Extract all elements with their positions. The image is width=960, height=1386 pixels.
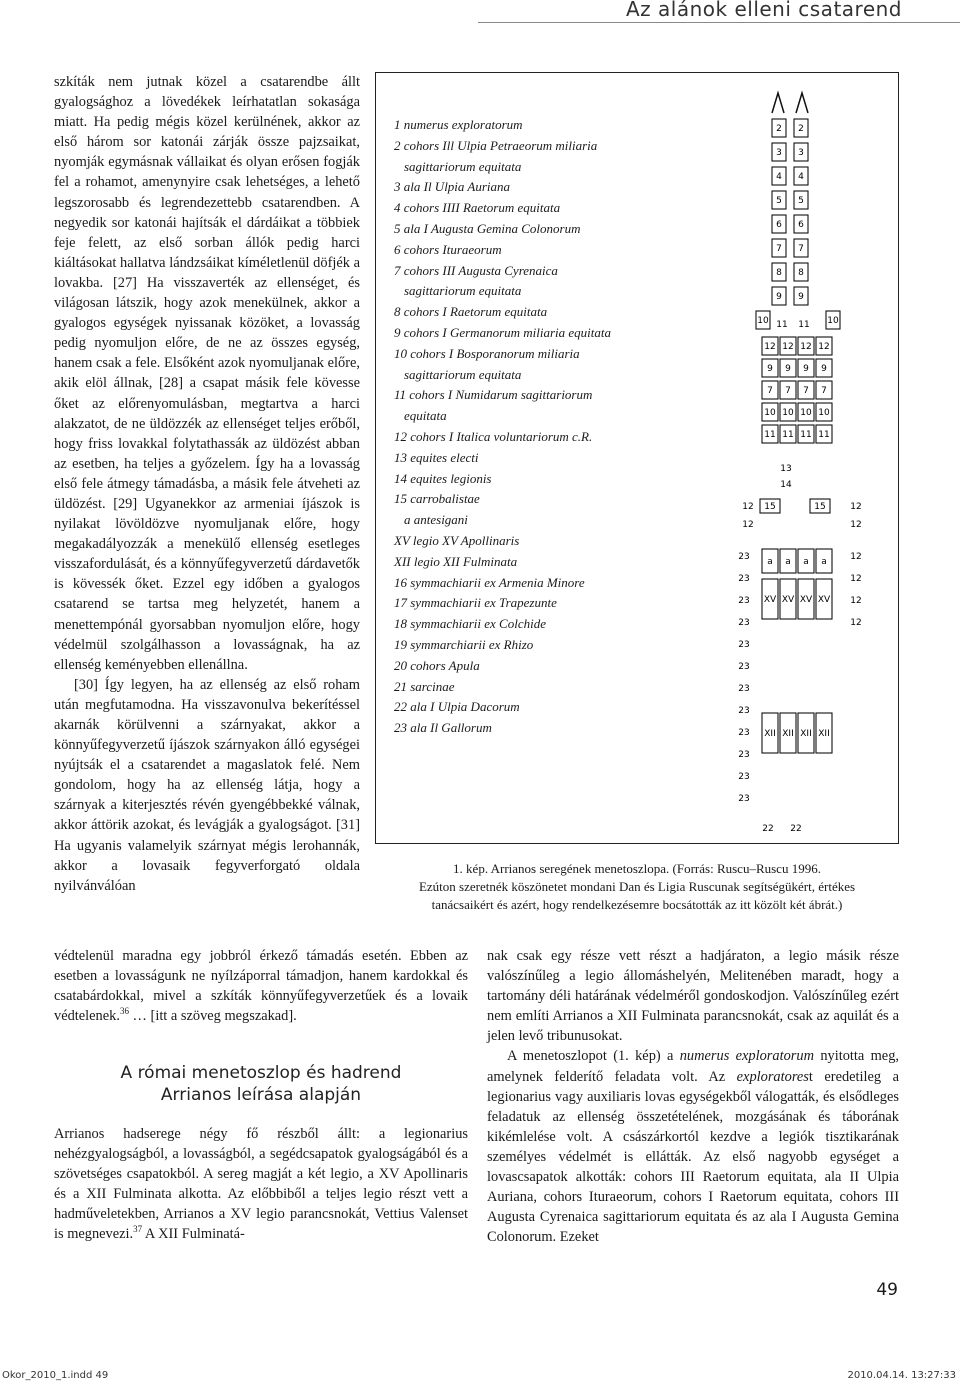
unit-10-left-label: 10: [757, 316, 769, 326]
grid-r0-c2-label: 12: [800, 342, 812, 352]
diagram-units: [738, 119, 861, 834]
unit-9-right-label: 9: [798, 292, 804, 302]
legend-item: 15 carrobalistae: [394, 491, 480, 507]
unit-3-right-label: 3: [798, 148, 804, 158]
flank-23-row-3: 23: [738, 618, 750, 628]
left-paragraph-1: szkíták nem jutnak közel a csatarendbe állt gyalogsághoz a lövedékek leírhatatlan sokasága miatt. Ha pedig mégis közel kerülnének, akkor az első három sor katonái zárják össze pajzsaikat, nyomják egymásnak vállaikat és olyan erősen fogják fel a rohamot, amenynyire csak lehetséges, a lehető legszorosabb és legrendezettebb csatarendben. A negyedik sor katonái hajítsák el dárdáikat a többiek feje felett, az első sorban állók pedig harci kiáltásokat hallatva lándzsáikat kíméletlenül döfjék a lovakba. [27] Ha visszaverték az ellenséget, és világosan látszik, hogy azok menekülnek, akkor a gyalogos egységek nyissanak közöket, a lovasság pedig nyomuljon előre, de ne az összes egység, hanem csak a fele. Elsőként azok nyomuljanak előre, akik elöl állnak, [28] a csapat másik fele kövesse őket az előrenyomulásban, megtartva a harci alakzatot, de ne üldözzék az ellenséget teljes erőből, hogy friss lovakkal folytathassák az üldözést abban az esetben, ha teljes a győzelem. Így ha a lovasság első fele átmegy támadásba, a másik fele átveheti az üldözést. [29] Ugyanekkor az armeniai íjászok is nyilakat lövöldözve nyomuljanak előre, hogy megakadályozzák a menekülő ellenség esetleges visszafordulását, és a könnyűfegyverzetű dárdavetők is kövessék őket. Ezzel egy időben a gyalogos csatarend se tartsa meg helyzetét, hanem a menettempónál gyorsabban nyomuljon előre, hogy védelmül szolgálhasson a lovasságnak, ha az ellenség keményebben ellenállna.: [54, 74, 360, 673]
legend-item: 7 cohors III Augusta Cyrenaica: [394, 262, 558, 278]
flank-12-left-1: 12: [742, 502, 754, 512]
left-paragraph-2-text: [30] Így legyen, ha az ellenség az első roham után megfutamodna. Ha visszavonulva bekerítéssel akarnák körülvenni a szárnyakat, akkor a könnyűfegyverzetű íjászok szárnyakon álló egységei nyújtsák el a csatarendet a magaslatok felé. Nem gondolom, hogy ha az ellenség látja, hogy a szárnyak a kiterjesztés révén gyengébbekké válnak, akkor áttörik azokat, és levágják a gyalogságot. [31] Ha ugyanis valamelyik szárnyat mégis lerohannák, akkor a lovasaik fegyverforgató oldala nyilvánválóan: [54, 676, 360, 894]
unit-10-right-label: 10: [827, 316, 839, 326]
grid-r0-c1-label: 12: [782, 342, 794, 352]
marching-column-diagram: [738, 79, 898, 839]
grid-r4-c1-label: 11: [782, 430, 794, 440]
flank-23-row-7: 23: [738, 706, 750, 716]
header-rule: [478, 22, 960, 23]
footer-timestamp: 2010.04.14. 13:27:33: [847, 1370, 956, 1381]
legend-item: 19 symmarchiarii ex Rhizo: [394, 636, 534, 652]
unit-3-left-label: 3: [776, 148, 782, 158]
legend-item: 12 cohors I Italica voluntariorum c.R.: [394, 428, 593, 444]
figure-box: [375, 72, 899, 844]
legio-xv-col-0-label: XV: [763, 595, 777, 605]
legio-xii-col-2-label: XII: [800, 729, 812, 739]
flank-12-right-row-3: 12: [850, 618, 862, 628]
caption-line-1: 1. kép. Arrianos seregének menetoszlopa. (Forrás: Ruscu–Ruscu 1996.: [453, 861, 821, 876]
right-p2-a: A menetoszlopot (1. kép) a: [507, 1048, 680, 1065]
unit-6-left-label: 6: [776, 220, 782, 230]
flank-23-row-1: 23: [738, 574, 750, 584]
flank-12-right-row-0: 12: [850, 552, 862, 562]
flank-23-row-2: 23: [738, 596, 750, 606]
flank-12-right-row-1: 12: [850, 574, 862, 584]
unit-5-right-label: 5: [798, 196, 804, 206]
footnote-ref-37: 37: [133, 1224, 143, 1235]
unit-13-label: 13: [780, 464, 792, 474]
legend-item: 22 ala I Ulpia Dacorum: [394, 699, 520, 715]
unit-15-left-label: 15: [764, 502, 776, 512]
legend-item: 11 cohors I Numidarum sagittariorum: [394, 387, 593, 403]
grid-r4-c2-label: 11: [800, 430, 812, 440]
unit-22-right: 22: [790, 824, 802, 834]
unit-4-right-label: 4: [798, 172, 804, 182]
caption-line-3: tanácsaikért és azért, hogy rendelkezésemre bocsátották az itt közölt két ábrát.): [431, 897, 843, 912]
legend-item: 2 cohors Ill Ulpia Petraeorum miliaria: [394, 137, 598, 153]
grid-r4-c0-label: 11: [764, 430, 776, 440]
grid-r2-c2-label: 7: [803, 386, 809, 396]
figure-legend: [394, 115, 714, 739]
flank-23-row-4: 23: [738, 640, 750, 650]
legend-item: 13 equites electi: [394, 449, 479, 465]
legend-item: 23 ala Il Gallorum: [394, 720, 492, 736]
section-tail: A XII Fulminatá-: [142, 1226, 245, 1243]
grid-r0-c0-label: 12: [764, 342, 776, 352]
flank-23-row-11: 23: [738, 794, 750, 804]
legend-item: sagittariorum equitata: [404, 366, 522, 382]
legend-item: 16 symmachiarii ex Armenia Minore: [394, 574, 585, 590]
right-p2-b: nyitotta meg, amelynek felderítő feladata volt. Az: [487, 1048, 899, 1085]
legend-item: 8 cohors I Raetorum equitata: [394, 304, 548, 320]
grid-r1-c3-label: 9: [821, 364, 827, 374]
grid-r3-c1-label: 10: [782, 408, 794, 418]
grid-r3-c2-label: 10: [800, 408, 812, 418]
legio-xv-col-3-label: XV: [817, 595, 831, 605]
legend-item: 6 cohors Ituraeorum: [394, 241, 502, 257]
right-p2-c: t eredetileg a legionarius vagy auxiliaris lovas egységekből válogatták, és elsődleges feladatuk az ellenség összetételének, mozgásának és táborának kikémlelése volt. A császárkortól kezdve a legiók tisztikarának személyes védelmét is ellátták. Az első nagyobb egységet a lovascsapatok alkották: cohors III Raetorum equitata, ala II Ulpia Auriana, cohors Ituraeorum, cohors I Raetorum equitata, cohors III Augusta Cyrenaica sagittariorum equitata és az ala I Augusta Gemina Colonorum. Ezeket: [487, 1068, 899, 1246]
figure-caption: [375, 860, 899, 914]
flank-12-left-2: 12: [742, 520, 754, 530]
unit-2-left-label: 2: [776, 124, 782, 134]
left-column: [54, 72, 360, 896]
vanguard-marker-right: [796, 93, 808, 113]
full-paragraph-text: védtelenül maradna egy jobbról érkező támadás esetén. Ebben az esetben a lovasságunk ne nyílzáporral támadjon, hanem kardokkal és csatabárdokkal, mivel a szkíták könnyűfegyverzetűek és a lovaik védtelenek.: [54, 948, 468, 1025]
legend-item: 3 ala Il Ulpia Auriana: [394, 179, 511, 195]
legio-xii-col-1-label: XII: [782, 729, 794, 739]
unit-6-right-label: 6: [798, 220, 804, 230]
antesignani-col-1-label: a: [785, 557, 791, 567]
legio-xii-col-3-label: XII: [818, 729, 830, 739]
legend-item: 5 ala I Augusta Gemina Colonorum: [394, 220, 581, 236]
legend-item: 4 cohors IIII Raetorum equitata: [394, 200, 561, 216]
flank-23-row-6: 23: [738, 684, 750, 694]
legio-xii-col-0-label: XII: [764, 729, 776, 739]
unit-15-right-label: 15: [814, 502, 826, 512]
legend-item: XV legio XV Apollinaris: [394, 532, 520, 548]
legend-item: XII legio XII Fulminata: [394, 553, 518, 569]
unit-11-top-right: 11: [798, 320, 810, 330]
right-column: [487, 946, 899, 1247]
page-number: 49: [876, 1280, 898, 1300]
grid-r3-c0-label: 10: [764, 408, 776, 418]
unit-7-left-label: 7: [776, 244, 782, 254]
grid-r1-c0-label: 9: [767, 364, 773, 374]
right-p2-italic-2: exploratores: [736, 1068, 809, 1085]
flank-12-right-row-2: 12: [850, 596, 862, 606]
flank-12-right-2: 12: [850, 520, 862, 530]
legend-item: 20 cohors Apula: [394, 657, 480, 673]
legend-item: 18 symmachiarii ex Colchide: [394, 616, 546, 632]
right-paragraph-2: [487, 1046, 899, 1247]
footer-file: Okor_2010_1.indd 49: [2, 1370, 109, 1381]
grid-r1-c2-label: 9: [803, 364, 809, 374]
legend-item: 9 cohors I Germanorum miliaria equitata: [394, 324, 612, 340]
left-paragraph-2: [54, 675, 360, 896]
unit-4-left-label: 4: [776, 172, 782, 182]
flank-23-row-8: 23: [738, 728, 750, 738]
grid-r3-c3-label: 10: [818, 408, 830, 418]
full-width-paragraph: [54, 946, 468, 1026]
unit-7-right-label: 7: [798, 244, 804, 254]
legend-item: 1 numerus exploratorum: [394, 117, 523, 132]
section-heading: [54, 1062, 468, 1106]
grid-r2-c3-label: 7: [821, 386, 827, 396]
flank-23-row-9: 23: [738, 750, 750, 760]
legend-item: equitata: [404, 408, 447, 424]
unit-5-left-label: 5: [776, 196, 782, 206]
grid-r1-c1-label: 9: [785, 364, 791, 374]
section-heading-line-1: A római menetoszlop és hadrend: [120, 1063, 402, 1083]
flank-23-row-10: 23: [738, 772, 750, 782]
legend-item: sagittariorum equitata: [404, 283, 522, 299]
legend-item: 21 sarcinae: [394, 678, 455, 694]
section-text: Arrianos hadserege négy fő részből állt: a legionarius nehézgyalogságból, a lovasságból, a segédcsapatok gyalogságából és a szövetséges csapatokból. A sereg magját a két legio, a XV Apollinaris és a XII Fulminata alkotta. Az előbbiből a teljes legio részt vett a hadműveletekben, Arrianos a XV legio parancsnokát, Vettius Valenset is megnevezi.: [54, 1126, 468, 1243]
running-header: Az alánok elleni csatarend: [626, 0, 902, 21]
right-paragraph-1: nak csak egy része vett részt a hadjáraton, a legio másik része valószínűleg a legio állomáshelyén, Melitenében maradt, hogy a tartomány déli határának védelméről gondoskodjon. Valószínűleg ezért nem említi Arrianos a XII Fulminata parancsnokát, csak az aquilát és a jelen levő tribunusokat.: [487, 948, 899, 1045]
unit-11-top-left: 11: [776, 320, 788, 330]
right-p2-italic-1: numerus exploratorum: [679, 1048, 814, 1065]
footnote-ref-36: 36: [119, 1006, 129, 1017]
flank-23-row-0: 23: [738, 552, 750, 562]
grid-r0-c3-label: 12: [818, 342, 830, 352]
grid-r2-c0-label: 7: [767, 386, 773, 396]
unit-14-label: 14: [780, 480, 792, 490]
antesignani-col-0-label: a: [767, 557, 773, 567]
legend-item: 17 symmachiarii ex Trapezunte: [394, 595, 557, 611]
full-paragraph-tail: … [itt a szöveg megszakad].: [128, 1008, 297, 1025]
flank-23-row-5: 23: [738, 662, 750, 672]
legend-item: sagittariorum equitata: [404, 158, 522, 174]
vanguard-marker-left: [772, 93, 784, 113]
flank-12-right-1: 12: [850, 502, 862, 512]
grid-r4-c3-label: 11: [818, 430, 830, 440]
unit-9-left-label: 9: [776, 292, 782, 302]
legend-item: 14 equites legionis: [394, 470, 492, 486]
antesignani-col-3-label: a: [821, 557, 827, 567]
antesignani-col-2-label: a: [803, 557, 809, 567]
legend-item: 10 cohors I Bosporanorum miliaria: [394, 345, 580, 361]
unit-8-right-label: 8: [798, 268, 804, 278]
unit-2-right-label: 2: [798, 124, 804, 134]
vanguard-markers: [772, 93, 808, 113]
section-heading-line-2: Arrianos leírása alapján: [160, 1085, 362, 1105]
legend-item: a antesigani: [404, 512, 468, 528]
legio-xv-col-2-label: XV: [799, 595, 813, 605]
unit-22-left: 22: [762, 824, 774, 834]
legio-xv-col-1-label: XV: [781, 595, 795, 605]
caption-line-2: Ezúton szeretnék köszönetet mondani Dan és Ligia Ruscunak segítségükért, értékes: [418, 879, 856, 894]
grid-r2-c1-label: 7: [785, 386, 791, 396]
section-body: [54, 1124, 468, 1245]
unit-8-left-label: 8: [776, 268, 782, 278]
